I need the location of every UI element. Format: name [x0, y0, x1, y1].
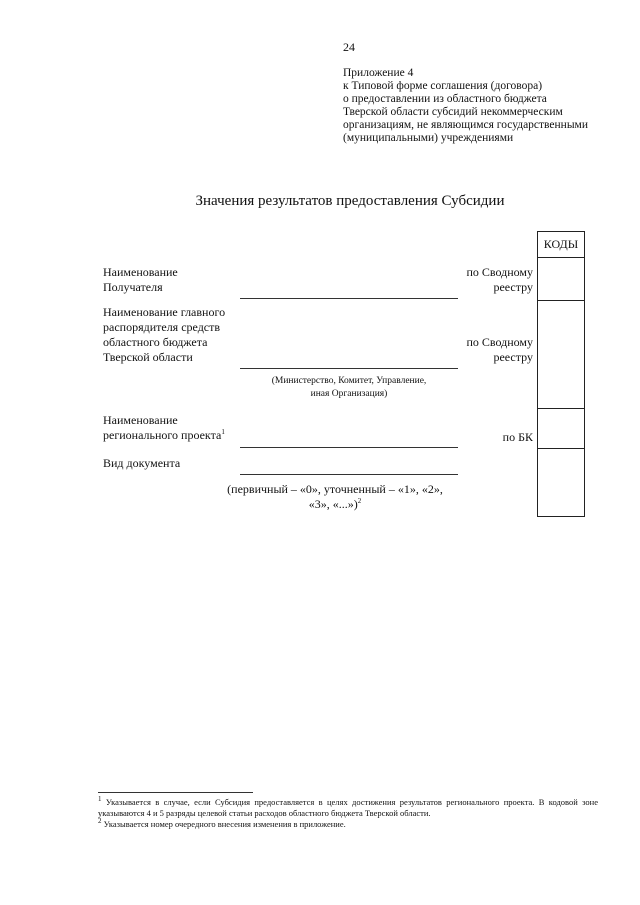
appendix-header-line: о предоставлении из областного бюджета	[343, 93, 547, 105]
footnote-ref-1[interactable]: 1	[221, 428, 225, 436]
manager-code-label-line: по Сводному	[466, 335, 533, 349]
recipient-label-line: Наименование	[103, 265, 178, 279]
footnotes	[98, 797, 598, 830]
manager-label-line: областного бюджета	[103, 335, 208, 349]
appendix-header-line: организациям, не являющимся государственными	[343, 119, 588, 131]
doc-type-hint	[190, 482, 480, 512]
project-label	[103, 413, 225, 443]
footnote-1	[98, 797, 598, 819]
footnote-divider	[98, 792, 253, 793]
doc-type-line[interactable]	[240, 474, 458, 475]
codes-header: КОДЫ	[538, 232, 585, 258]
document-title: Значения результатов предоставления Субсидии	[195, 193, 505, 209]
footnote-1-text: Указывается в случае, если Субсидия предоставляется в целях достижения результатов регионального проекта. В кодовой зоне указываются 4 и 5 разряды целевой статьи расходов областного бюджета Тверской области.	[98, 797, 599, 818]
manager-hint	[240, 375, 458, 401]
project-label-line: Наименование	[103, 413, 178, 427]
footnote-2-mark: 2	[98, 817, 102, 826]
manager-hint-line: (Министерство, Комитет, Управление,	[271, 376, 427, 386]
appendix-header-line: Тверской области субсидий некоммерческим	[343, 106, 563, 118]
manager-hint-line: иная Организация)	[310, 389, 388, 399]
appendix-header-line: к Типовой форме соглашения (договора)	[343, 80, 543, 92]
recipient-label	[103, 265, 178, 295]
recipient-code-label	[440, 265, 533, 295]
doc-type-label: Вид документа	[103, 456, 181, 470]
footnote-ref-2[interactable]: 2	[357, 497, 362, 505]
footnote-1-mark: 1	[98, 795, 102, 804]
manager-label-line: Наименование главного	[103, 305, 226, 319]
manager-label-line: Тверской области	[103, 350, 193, 364]
manager-code-cell[interactable]	[538, 301, 585, 409]
footnote-2	[98, 819, 598, 830]
project-code-cell[interactable]	[538, 409, 585, 449]
recipient-code-label-line: реестру	[493, 280, 533, 294]
doc-type-hint-line	[190, 497, 480, 512]
manager-name-line[interactable]	[240, 368, 458, 369]
page-number: 24	[343, 40, 355, 54]
manager-label-line: распорядителя средств	[103, 320, 221, 334]
recipient-code-label-line: по Сводному	[466, 265, 533, 279]
project-code-label: по БК	[502, 430, 533, 444]
manager-label	[103, 305, 225, 365]
footnote-2-text: Указывается номер очередного внесения изменения в приложение.	[103, 819, 346, 829]
recipient-label-line: Получателя	[103, 280, 163, 294]
manager-code-label	[440, 335, 533, 365]
manager-code-label-line: реестру	[493, 350, 533, 364]
codes-table	[537, 231, 585, 517]
appendix-header-line: Приложение 4	[343, 67, 414, 79]
recipient-name-line[interactable]	[240, 298, 458, 299]
doc-type-hint-text: «3», «...»)	[308, 497, 358, 511]
project-name-line[interactable]	[240, 447, 458, 448]
recipient-code-cell[interactable]	[538, 258, 585, 301]
project-label-line	[103, 428, 225, 443]
appendix-header-line: (муниципальными) учреждениями	[343, 132, 514, 144]
project-label-text: регионального проекта	[103, 428, 222, 442]
doc-type-code-cell[interactable]	[538, 449, 585, 517]
appendix-header	[343, 67, 613, 145]
doc-type-hint-line: (первичный – «0», уточненный – «1», «2»,	[227, 482, 443, 496]
